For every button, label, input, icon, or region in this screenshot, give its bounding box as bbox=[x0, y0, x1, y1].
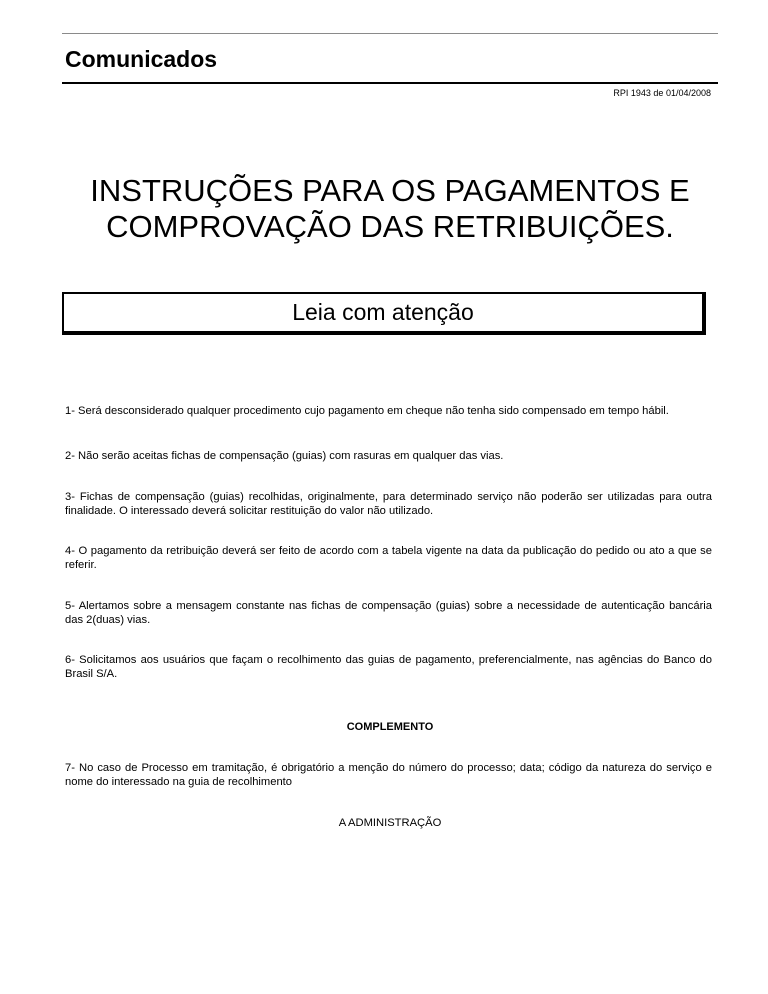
instruction-item-4: 4- O pagamento da retribuição deverá ser feito de acordo com a tabela vigente na data da publicação do pedido ou ato a que se referir. bbox=[65, 545, 712, 571]
main-heading-line-2: COMPROVAÇÃO DAS RETRIBUIÇÕES. bbox=[106, 209, 674, 244]
rpi-reference: RPI 1943 de 01/04/2008 bbox=[613, 88, 711, 98]
top-divider bbox=[62, 33, 718, 34]
main-heading bbox=[62, 173, 718, 245]
section-title: Comunicados bbox=[65, 46, 218, 72]
instruction-item-3: 3- Fichas de compensação (guias) recolhidas, originalmente, para determinado serviço não poderão ser utilizadas para outra finalidade. O interessado deverá solicitar restituição do valor não utilizado. bbox=[65, 491, 712, 517]
instruction-item-6: 6- Solicitamos aos usuários que façam o recolhimento das guias de pagamento, preferencialmente, nas agências do Banco do Brasil S/A. bbox=[65, 654, 712, 680]
notice-box bbox=[62, 292, 706, 335]
notice-text: Leia com atenção bbox=[292, 299, 474, 325]
instruction-item-5: 5- Alertamos sobre a mensagem constante nas fichas de compensação (guias) sobre a necessidade de autenticação bancária das 2(duas) vias. bbox=[65, 600, 712, 626]
signature: A ADMINISTRAÇÃO bbox=[338, 817, 442, 829]
complement-item: 7- No caso de Processo em tramitação, é obrigatório a menção do número do processo; data; código da natureza do serviço e nome do interessado na guia de recolhimento bbox=[65, 762, 712, 788]
complement-heading: COMPLEMENTO bbox=[346, 721, 434, 733]
instruction-item-2: 2- Não serão aceitas fichas de compensação (guias) com rasuras em qualquer das vias. bbox=[65, 450, 504, 462]
main-heading-line-1: INSTRUÇÕES PARA OS PAGAMENTOS E bbox=[90, 173, 690, 208]
instruction-item-1: 1- Será desconsiderado qualquer procedimento cujo pagamento em cheque não tenha sido compensado em tempo hábil. bbox=[65, 405, 669, 417]
title-divider bbox=[62, 82, 718, 84]
